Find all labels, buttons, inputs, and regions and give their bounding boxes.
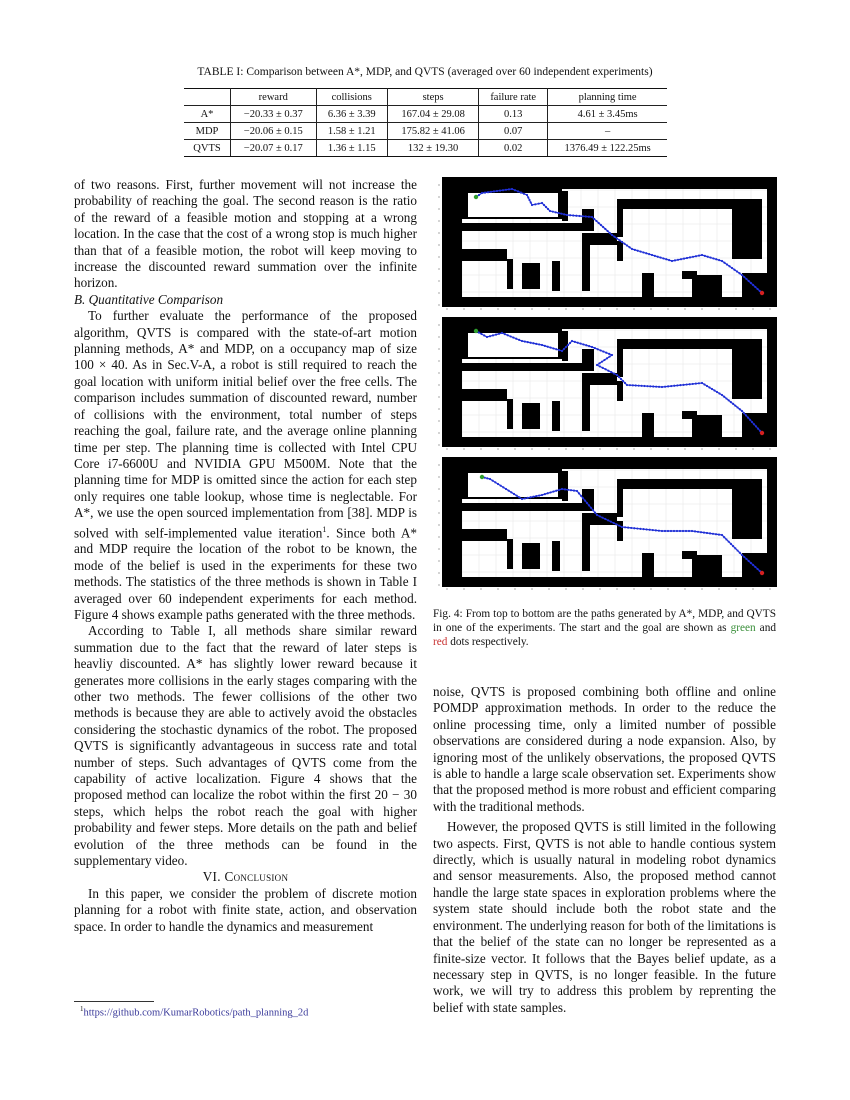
goal-dot bbox=[760, 431, 764, 435]
start-dot bbox=[474, 329, 478, 333]
table-row-label: MDP bbox=[184, 123, 231, 140]
paragraph: According to Table I, all methods share similar reward summation due to the fact that the reward of later steps is heavliy discounted. A* has slightly lower reward because it generates more collisions in the early stages comparing with the other two methods. The fewer collisions of the other two methods is because they are able to actively avoid the obstacles considering the stochastic dynamics of the robot. The proposed QVTS is significantly advantageous in success rate and total number of steps. Such advantages of QVTS come from the capability of active localization. Figure 4 shows that the proposed method can localize the robot within the first 20 − 30 steps, which helps the robot reach the goal with higher probability and fewer steps. More details on the path and belief evolution of the three methods can be found in the supplementary video. bbox=[74, 623, 417, 869]
table-row bbox=[184, 123, 667, 140]
section-number: VI. bbox=[202, 869, 221, 885]
table-cell: 0.07 bbox=[479, 123, 548, 140]
table-cell: 4.61 ± 3.45ms bbox=[548, 106, 667, 123]
table-header-cell: reward bbox=[231, 89, 317, 106]
paragraph: of two reasons. First, further movement will not increase the probability of reaching the goal. The second reason is the ratio of the reward of a feasible motion and stopping at a wrong location. In the case that the cost of a wrong stop is much higher than that of a feasible motion, the robot will keep moving to increase the discounted reward summation over the infinite horizon. bbox=[74, 177, 417, 291]
paragraph-text: To further evaluate the performance of the proposed algorithm, QVTS is compared with the state-of-art motion planning methods, A* and MDP, on a occupancy map of size 100 × 40. As in Sec.V-A, a robot is still required to reach the goal location with uniform initial belief over the free cells. The comparison includes summation of discounted reward, number of collisions with the environment, total number of steps reaching the goal, failure rate, and the average online planning time per step. The planning time is collected with Intel CPU Core i7-6600U and NVIDIA GPU M500M. Note that the planning time for MDP is omitted since the action for each step only requires one table lookup, whose time is neglectable. For A*, we use the open sourced implementation from [38]. MDP is solved with self-implemented value iteration bbox=[74, 308, 417, 540]
table-cell: 1.58 ± 1.21 bbox=[316, 123, 387, 140]
table-cell: 167.04 ± 29.08 bbox=[387, 106, 478, 123]
table-cell: −20.07 ± 0.17 bbox=[231, 140, 317, 157]
section-heading bbox=[74, 869, 417, 885]
table-caption: TABLE I: Comparison between A*, MDP, and QVTS (averaged over 60 independent experiments) bbox=[197, 66, 653, 78]
table-cell: – bbox=[548, 123, 667, 140]
paragraph: noise, QVTS is proposed combining both offline and online POMDP approximation methods. In order to the reduce the online processing time, only a limited number of possible observations are considered during a node expansion. Also, by ignoring most of the unlikely observations, the proposed QVTS is able to handle a large scale observation set. Experiments show that the proposed method is more robust and efficient comparing with the traditional methods. bbox=[433, 684, 776, 814]
start-dot bbox=[480, 475, 484, 479]
goal-dot bbox=[760, 571, 764, 575]
start-dot bbox=[474, 195, 478, 199]
table-header-cell: planning time bbox=[548, 89, 667, 106]
footnote-divider bbox=[74, 1001, 154, 1002]
table-cell: 175.82 ± 41.06 bbox=[387, 123, 478, 140]
paragraph: However, the proposed QVTS is still limited in the following two aspects. First, QVTS is not able to handle contious system directly, which is usually natural in modeling robot dynamics and sensor measurements. Also, the proposed method cannot handle the large state spaces in exploration problems where the system state should include both the robot state and the environment. The underlying reason for both of the limitations is that the belief of the state can no longer be represented as a finite-size vector. It follows that the Bayes belief update, as a necessary step in QVTS, is no longer feasible. In the future work, we will try to address this problem by reprenting the belief with state samples. bbox=[433, 819, 776, 1015]
table-cell: −20.33 ± 0.37 bbox=[231, 106, 317, 123]
table-row-label: A* bbox=[184, 106, 231, 123]
table-cell: 1376.49 ± 122.25ms bbox=[548, 140, 667, 157]
table-cell: −20.06 ± 0.15 bbox=[231, 123, 317, 140]
figure-caption bbox=[433, 607, 776, 649]
map-mdp bbox=[432, 315, 780, 455]
footnote bbox=[80, 1005, 308, 1019]
paragraph: In this paper, we consider the problem of discrete motion planning for a robot with finite state, action, and observation space. In order to handle the dynamics and measurement bbox=[74, 885, 417, 934]
table-header-cell: collisions bbox=[316, 89, 387, 106]
table-header-cell: failure rate bbox=[479, 89, 548, 106]
caption-red-word: red bbox=[433, 636, 448, 648]
goal-dot bbox=[760, 291, 764, 295]
table-cell: 1.36 ± 1.15 bbox=[316, 140, 387, 157]
table-cell: 6.36 ± 3.39 bbox=[316, 106, 387, 123]
table-cell: 0.13 bbox=[479, 106, 548, 123]
left-column bbox=[74, 177, 417, 935]
table-cell: 0.02 bbox=[479, 140, 548, 157]
table-header-row bbox=[184, 89, 667, 106]
subsection-heading: B. Quantitative Comparison bbox=[74, 291, 224, 307]
map-astar bbox=[432, 175, 780, 315]
footnote-link[interactable]: https://github.com/KumarRobotics/path_planning_2d bbox=[83, 1007, 309, 1019]
footnote-marker: 1 bbox=[322, 524, 327, 534]
table-header-cell: steps bbox=[387, 89, 478, 106]
results-table bbox=[184, 88, 667, 157]
caption-text: dots respectively. bbox=[447, 636, 529, 648]
caption-text: Fig. 4: From top to bottom are the paths generated by A*, MDP, and QVTS in one of the experiments. The start and the goal are shown as bbox=[433, 608, 776, 634]
caption-text: and bbox=[755, 622, 776, 634]
table-header-cell bbox=[184, 89, 231, 106]
table-row bbox=[184, 106, 667, 123]
figure-4 bbox=[432, 175, 780, 607]
paragraph-text: . Since both A* and MDP require the location of the robot to be known, the mode of the belief is used in the experiments for these two methods. The statistics of the three methods is shown in Table I averaged over 60 independent experiments for each method. Figure 4 shows example paths generated with the three methods. bbox=[74, 524, 418, 622]
right-column bbox=[433, 684, 776, 1016]
footnote-mark: 1 bbox=[80, 1005, 84, 1013]
map-qvts bbox=[432, 455, 780, 607]
table-cell: 132 ± 19.30 bbox=[387, 140, 478, 157]
table-row-label: QVTS bbox=[184, 140, 231, 157]
section-title: Conclusion bbox=[224, 869, 289, 885]
table-row bbox=[184, 140, 667, 157]
caption-green-word: green bbox=[730, 622, 756, 634]
paragraph bbox=[74, 308, 417, 623]
